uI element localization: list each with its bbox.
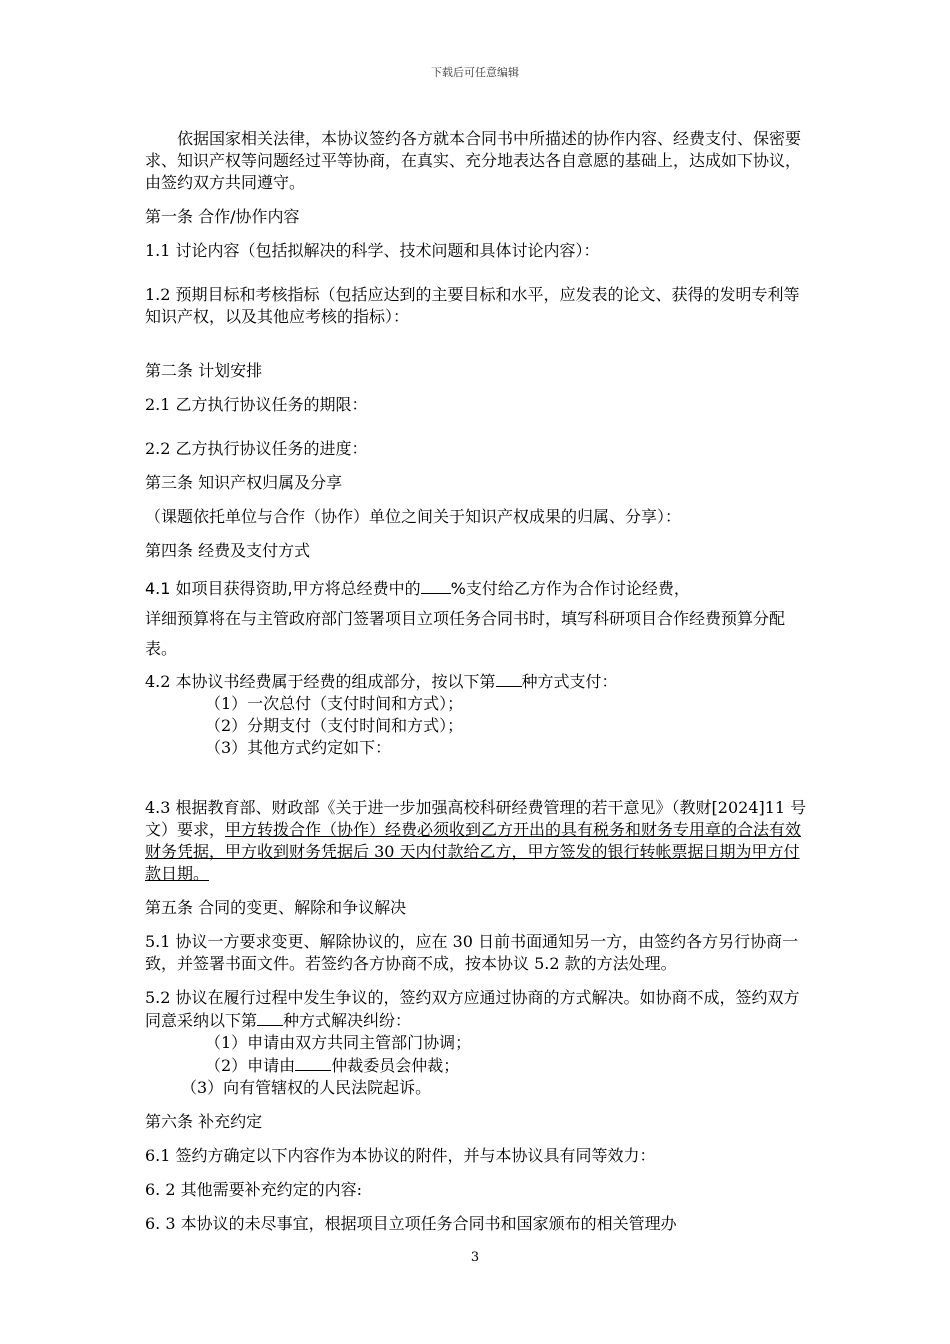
document-body	[145, 128, 807, 1235]
clause-6-2: 6. 2 其他需要补充约定的内容:	[145, 1180, 363, 1199]
dispute-option-2	[145, 1054, 807, 1077]
dispute-option-2-part-b: 仲裁委员会仲裁；	[331, 1056, 460, 1075]
clause-4-2-part-a: 4.2 本协议书经费属于经费的组成部分，按以下第	[145, 672, 496, 691]
clause-1-2: 1.2 预期目标和考核指标（包括应达到的主要目标和水平，应发表的论文、获得的发明专利等知识产权，以及其他应考核的指标）：	[145, 285, 800, 326]
clause-4-3-part-a: 4.3 根据教育部、财政部《关于进一步加强高校科研经费管理的若干意见》（教财[2024]11 号文）要求，	[145, 798, 807, 839]
clause-4-2	[145, 670, 807, 693]
arbitration-blank	[295, 1054, 331, 1071]
clause-4-2-part-b: 种方式支付：	[521, 672, 618, 691]
article-6-title: 第六条 补充约定	[145, 1112, 263, 1131]
percentage-blank	[421, 577, 451, 594]
clause-5-2-part-b: 种方式解决纠纷：	[283, 1011, 412, 1030]
dispute-option-2-part-a: （2）申请由	[205, 1056, 296, 1075]
clause-2-2: 2.2 乙方执行协议任务的进度：	[145, 439, 368, 458]
dispute-option-1: （1）申请由双方共同主管部门协调；	[205, 1033, 472, 1052]
article-2-title: 第二条 计划安排	[145, 361, 263, 380]
clause-2-1: 2.1 乙方执行协议任务的期限：	[145, 395, 368, 414]
dispute-method-blank	[257, 1009, 283, 1026]
clause-4-1-part-a: 4.1 如项目获得资助,甲方将总经费中的	[145, 579, 421, 598]
article-5-title: 第五条 合同的变更、解除和争议解决	[145, 898, 407, 917]
page-header: 下载后可任意编辑	[431, 66, 519, 79]
clause-3-1: （课题依托单位与合作（协作）单位之间关于知识产权成果的归属、分享）：	[145, 507, 682, 526]
payment-option-2: （2）分期支付（支付时间和方式）；	[205, 716, 464, 735]
payment-option-3: （3）其他方式约定如下：	[205, 738, 392, 757]
clause-4-1-part-c: 详细预算将在与主管政府部门签署项目立项任务合同书时，填写科研项目合作经费预算分配表。	[145, 609, 786, 658]
clause-4-3-underlined: 甲方转拨合作（协作）经费必须收到乙方开出的具有税务和财务专用章的合法有效财务凭据，甲方收到财务凭据后 30 天内付款给乙方，甲方签发的银行转帐票据日期为甲方付款日期。	[145, 820, 802, 883]
clause-6-3: 6. 3 本协议的未尽事宜，根据项目立项任务合同书和国家颁布的相关管理办	[145, 1214, 677, 1233]
clause-4-3	[145, 797, 807, 885]
clause-4-1-part-b: %支付给乙方作为合作讨论经费，	[450, 579, 690, 598]
dispute-option-3: （3）向有管辖权的人民法院起诉。	[181, 1078, 432, 1097]
clause-5-1: 5.1 协议一方要求变更、解除协议的，应在 30 日前书面通知另一方，由签约各方另行协商一致，并签署书面文件。若签约各方协商不成，按本协议 5.2 款的方法处理。	[145, 932, 799, 973]
page-number: 3	[470, 1250, 480, 1265]
article-1-title: 第一条 合作/协作内容	[145, 207, 300, 226]
payment-method-blank	[496, 670, 522, 687]
payment-option-1: （1）一次总付（支付时间和方式）；	[205, 694, 464, 713]
clause-5-2	[145, 987, 807, 1032]
intro-paragraph: 依据国家相关法律，本协议签约各方就本合同书中所描述的协作内容、经费支付、保密要求、知识产权等问题经过平等协商，在真实、充分地表达各自意愿的基础上，达成如下协议，由签约双方共同遵守。	[145, 129, 802, 192]
article-3-title: 第三条 知识产权归属及分享	[145, 473, 343, 492]
clause-5-2-part-a: 5.2 协议在履行过程中发生争议的，签约双方应通过协商的方式解决。如协商不成，签约双方同意采纳以下第	[145, 988, 800, 1030]
article-4-title: 第四条 经费及支付方式	[145, 541, 311, 560]
clause-1-1: 1.1 讨论内容（包括拟解决的科学、技术问题和具体讨论内容）：	[145, 241, 600, 260]
clause-6-1: 6.1 签约方确定以下内容作为本协议的附件，并与本协议具有同等效力：	[145, 1146, 656, 1165]
clause-4-1	[145, 574, 807, 664]
